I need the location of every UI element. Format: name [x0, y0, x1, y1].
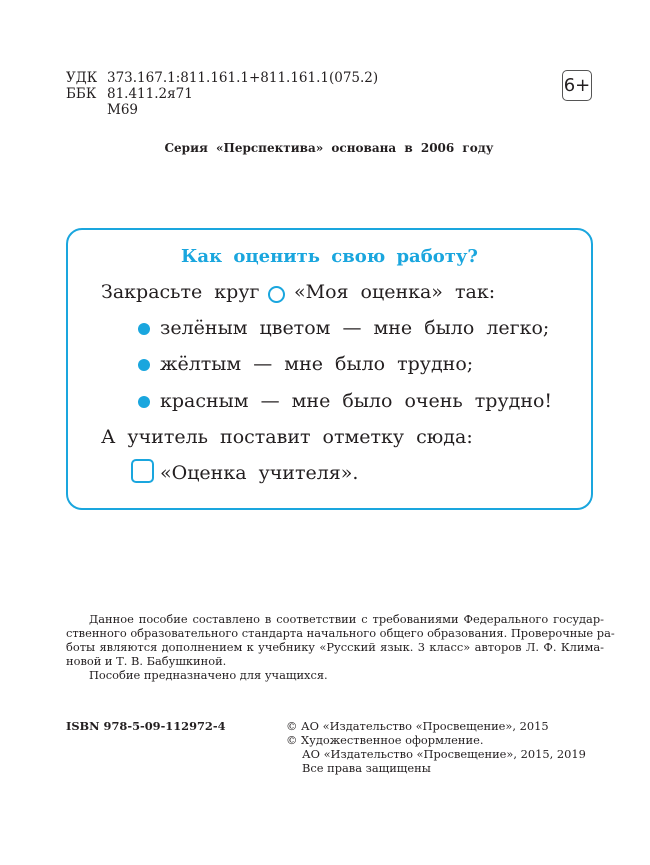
udk-value: 373.167.1:811.161.1+811.161.1(075.2) [107, 70, 379, 86]
teacher-mark-text: «Оценка учителя». [160, 462, 359, 484]
series-line: Серия «Перспектива» основана в 2006 году [164, 141, 494, 155]
bullet-icon [138, 359, 150, 371]
description-line: боты являются дополнением к учебнику «Русский язык. 3 класс» авторов Л. Ф. Клима- [66, 640, 604, 654]
bbk-value: 81.411.2я71 [107, 86, 193, 102]
copyright-line: © Художественное оформление. [286, 733, 484, 747]
description-line: Данное пособие составлено в соответствии с требованиями Федерального государ- [89, 612, 604, 626]
list-item: жёлтым — мне было трудно; [160, 353, 474, 375]
udk-label: УДК [66, 70, 98, 86]
bullet-icon [138, 396, 150, 408]
copyright-line: © АО «Издательство «Просвещение», 2015 [286, 719, 549, 733]
bullet-icon [138, 323, 150, 335]
list-item: красным — мне было очень трудно! [160, 390, 553, 412]
assessment-title: Как оценить свою работу? [181, 246, 478, 267]
age-rating-badge: 6+ [562, 70, 592, 101]
intro-text-after: «Моя оценка» так: [294, 281, 496, 303]
audience-line: Пособие предназначено для учащихся. [89, 668, 328, 682]
isbn: ISBN 978-5-09-112972-4 [66, 719, 226, 733]
copyright-line: АО «Издательство «Просвещение», 2015, 2019 [302, 747, 586, 761]
teacher-line: А учитель поставит отметку сюда: [101, 426, 473, 448]
teacher-grade-square-icon [131, 459, 154, 483]
rights-line: Все права защищены [302, 761, 431, 775]
my-grade-circle-icon [268, 286, 285, 303]
list-item: зелёным цветом — мне было легко; [160, 317, 550, 339]
author-mark: М69 [107, 102, 139, 118]
description-line: ственного образовательного стандарта начального общего образования. Проверочные ра- [66, 626, 615, 640]
assessment-box [66, 228, 593, 510]
description [66, 612, 615, 682]
bbk-label: ББК [66, 86, 97, 102]
description-line: новой и Т. В. Бабушкиной. [66, 654, 227, 668]
intro-text: Закрасьте круг [101, 281, 260, 303]
